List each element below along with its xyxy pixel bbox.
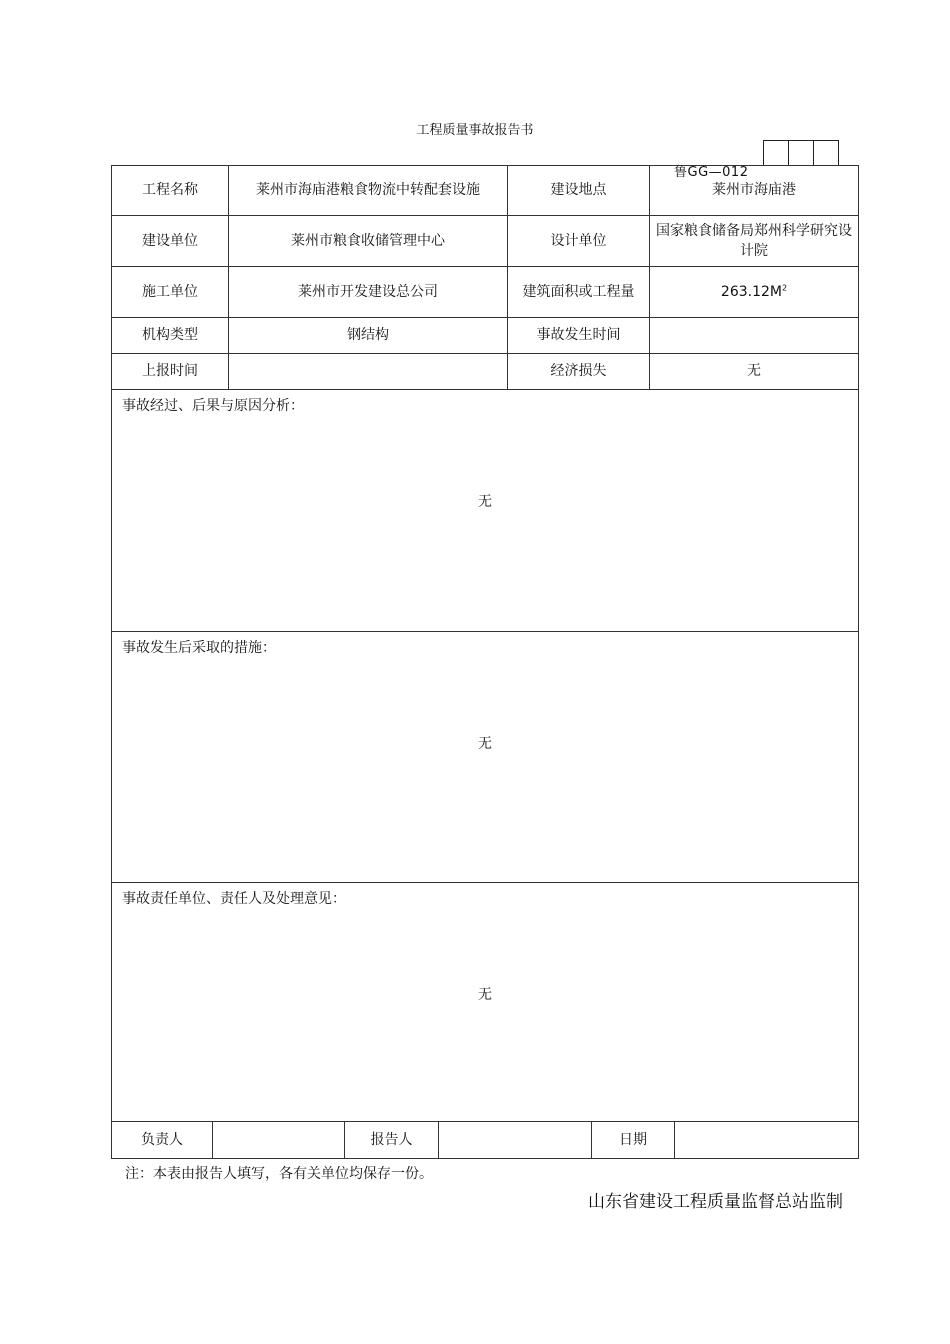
report-time-label: 上报时间 — [112, 354, 229, 390]
section-label: 事故经过、后果与原因分析： — [122, 398, 304, 414]
code-box — [763, 140, 788, 166]
contractor-value: 莱州市开发建设总公司 — [229, 267, 508, 318]
structure-label: 机构类型 — [112, 318, 229, 354]
loss-value: 无 — [650, 354, 859, 390]
code-box — [788, 140, 813, 166]
section-value: 无 — [478, 736, 492, 752]
loss-label: 经济损失 — [508, 354, 650, 390]
area-unit-superscript: 2 — [781, 283, 788, 293]
signoff-table — [111, 1121, 859, 1159]
accident-time-value — [650, 318, 859, 354]
report-time-value — [229, 354, 508, 390]
area-value — [650, 267, 859, 318]
footnote: 注：本表由报告人填写，各有关单位均保存一份。 — [125, 1166, 433, 1182]
cause-analysis-section — [112, 390, 859, 632]
responsible-field[interactable] — [213, 1122, 345, 1159]
area-label: 建筑面积或工程量 — [508, 267, 650, 318]
section-value: 无 — [478, 494, 492, 510]
measures-section — [112, 632, 859, 883]
form-code-boxes — [763, 140, 839, 165]
section-label: 事故责任单位、责任人及处理意见： — [122, 891, 346, 907]
location-value: 莱州市海庙港 — [650, 166, 859, 216]
section-value: 无 — [478, 987, 492, 1003]
project-name-label: 工程名称 — [112, 166, 229, 216]
structure-value: 钢结构 — [229, 318, 508, 354]
designer-label: 设计单位 — [508, 216, 650, 267]
builder-value: 莱州市粮食收储管理中心 — [229, 216, 508, 267]
section-label: 事故发生后采取的措施： — [122, 640, 276, 656]
date-label: 日期 — [592, 1122, 675, 1159]
issuer-label: 山东省建设工程质量监督总站监制 — [588, 1192, 843, 1212]
reporter-label: 报告人 — [345, 1122, 439, 1159]
designer-value: 国家粮食储备局郑州科学研究设计院 — [650, 216, 859, 267]
builder-label: 建设单位 — [112, 216, 229, 267]
accident-time-label: 事故发生时间 — [508, 318, 650, 354]
responsibility-section — [112, 883, 859, 1122]
date-field[interactable] — [675, 1122, 859, 1159]
code-box — [813, 140, 839, 166]
area-number: 263.12M — [720, 283, 782, 300]
contractor-label: 施工单位 — [112, 267, 229, 318]
document-title: 工程质量事故报告书 — [416, 123, 534, 138]
report-table — [111, 165, 859, 1122]
location-label: 建设地点 — [508, 166, 650, 216]
form-code: 鲁GG—012 — [674, 165, 749, 180]
responsible-label: 负责人 — [112, 1122, 213, 1159]
project-name-value: 莱州市海庙港粮食物流中转配套设施 — [229, 166, 508, 216]
reporter-field[interactable] — [439, 1122, 592, 1159]
